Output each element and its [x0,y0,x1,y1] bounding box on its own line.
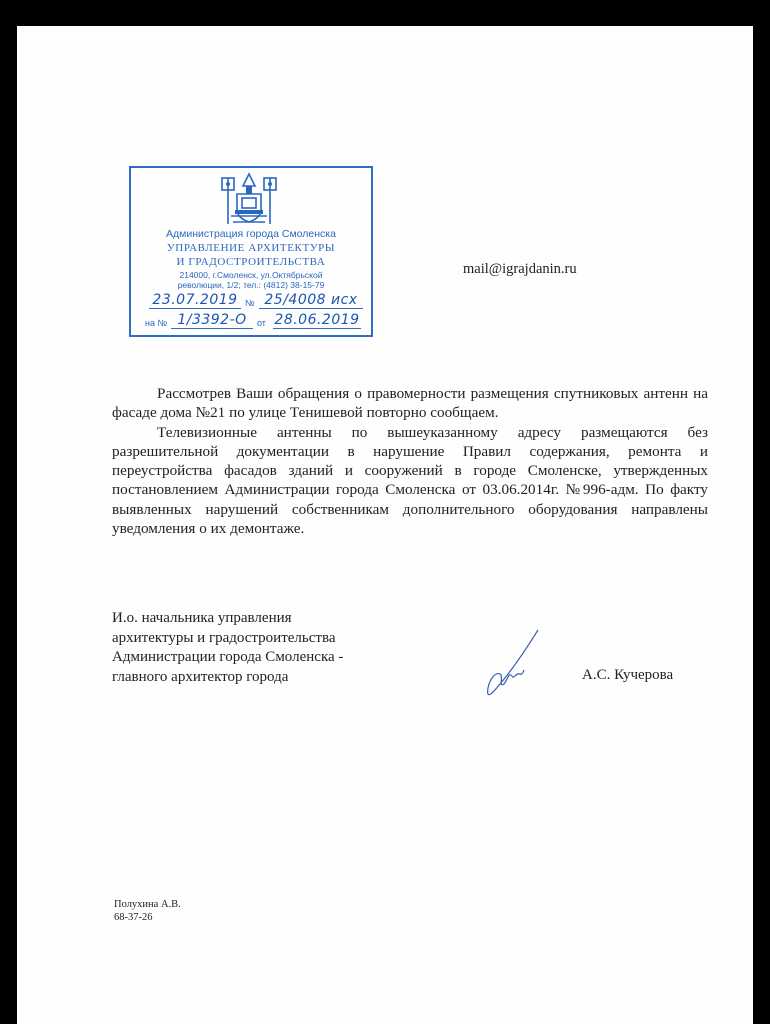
stamp-ref-date-label: от [257,318,266,328]
stamp-address-line1: 214000, г.Смоленск, ул.Октябрьской [179,270,323,280]
stamp-ref-date: 28.06.2019 [274,312,360,328]
signatory-title-line: И.о. начальника управления [112,610,292,626]
signatory-title-line: главного архитектор города [112,668,289,685]
signatory-title-line: Администрации города Смоленска - [112,649,344,665]
signatory-name: А.С. Кучерова [582,667,674,683]
executor-name: Полухина А.В. [114,899,181,910]
coat-of-arms-icon [219,172,279,228]
signatory-title-line: архитектуры и градостроительства [112,629,336,646]
body-paragraph: Рассмотрев Ваши обращения о правомерности размещения спутниковых антенн на фасаде дома №21 по улице Тенишевой повторно сообщаем. [112,385,708,422]
body-paragraph: Телевизионные антенны по вышеуказанному адресу размещаются без разрешительной документации в нарушение Правил содержания, ремонта и переустройства фасадов зданий и сооружений в городе Смоленске, утвержденных постановлением Администрации города Смоленска от 03.06.2014г. №996-адм. По факту выявленных нарушений собственникам дополнительного оборудования направлены уведомления о их демонтаже. [112,423,708,538]
stamp-outgoing-number: 25/4008 исх [259,292,363,309]
stamp-date: 23.07.2019 [149,292,241,309]
recipient-email[interactable]: mail@igrajdanin.ru [463,261,577,277]
letter-body [112,384,708,538]
stamp-number-label: № [245,298,255,308]
executor-info [114,898,181,924]
stamp-admin-name: Администрация города Смоленска [166,228,336,240]
stamp-ref-label: на № [145,318,168,328]
official-stamp [129,166,373,337]
stamp-department-line1: УПРАВЛЕНИЕ АРХИТЕКТУРЫ [166,242,336,254]
stamp-department-line2: И ГРАДОСТРОИТЕЛЬСТВА [176,256,326,268]
executor-phone: 68-37-26 [114,912,153,923]
stamp-address-line2: революции, 1/2; тел.: (4812) 38-15-79 [177,280,325,290]
stamp-ref-number: 1/3392-О [171,312,253,329]
handwritten-signature [478,626,548,702]
signatory-title [112,609,343,687]
